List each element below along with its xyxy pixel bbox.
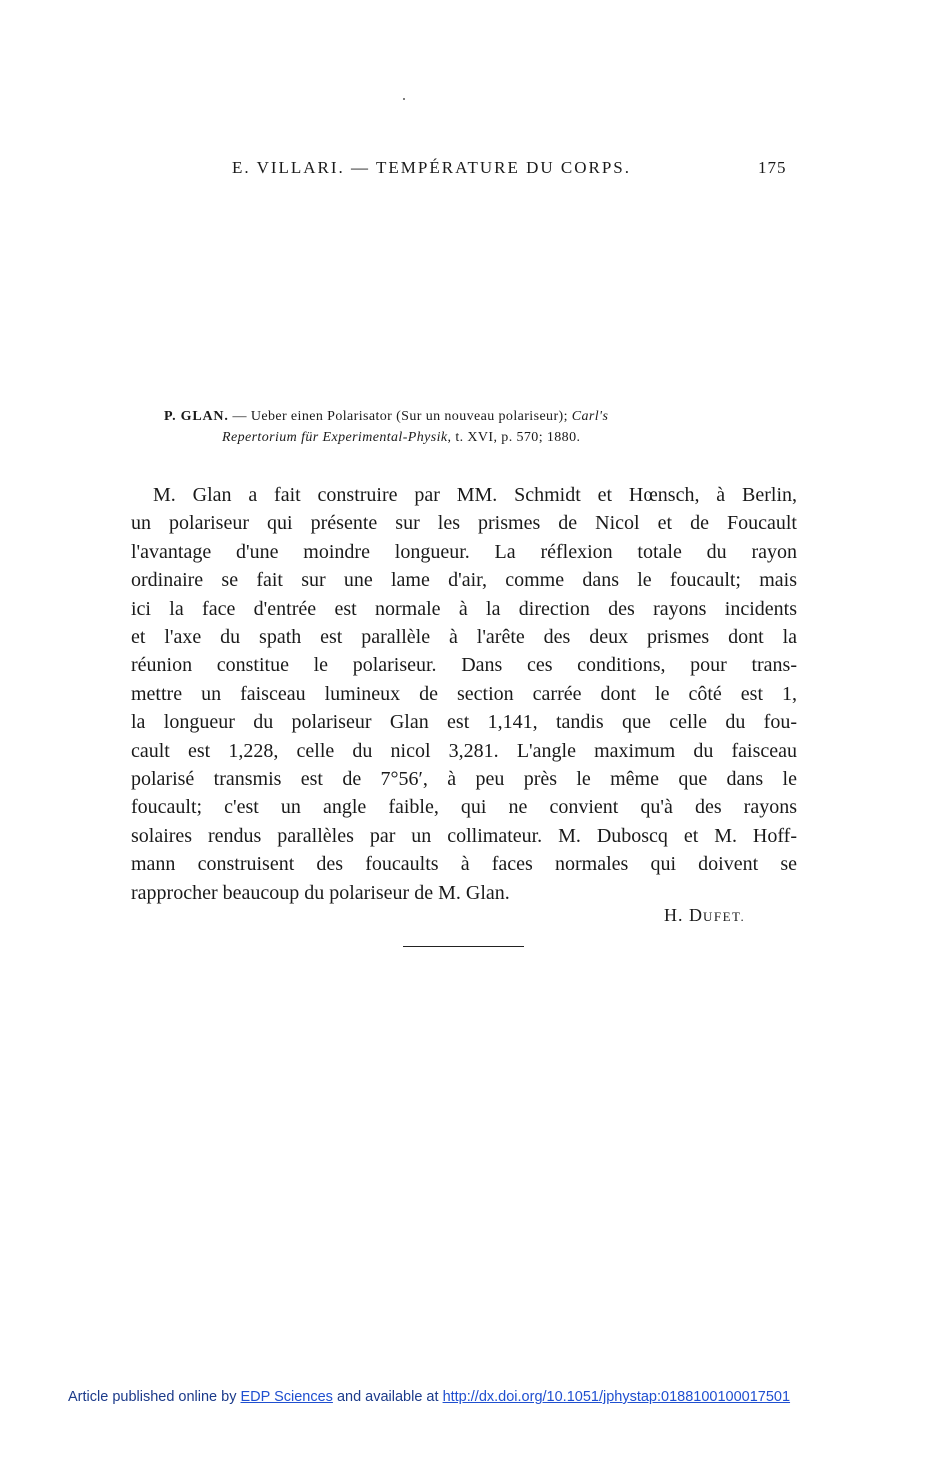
bibliographic-citation: [164, 406, 764, 448]
body-line: et l'axe du spath est parallèle à l'arête des deux prismes dont la: [131, 626, 797, 649]
body-line: un polariseur qui présente sur les prismes de Nicol et de Foucault: [131, 512, 797, 535]
citation-author: P. GLAN.: [164, 409, 229, 424]
signature-initial: H. D: [664, 905, 703, 925]
doi-link[interactable]: http://dx.doi.org/10.1051/jphystap:0188100100017501: [442, 1389, 791, 1405]
publisher-link[interactable]: EDP Sciences: [240, 1389, 333, 1405]
footer-middle: and available at: [332, 1389, 443, 1405]
publication-footer: [68, 1389, 790, 1405]
body-line: mann construisent des foucaults à faces normales qui doivent se: [131, 853, 797, 876]
running-title: E. VILLARI. — TEMPÉRATURE DU CORPS.: [232, 158, 632, 177]
body-line: la longueur du polariseur Glan est 1,141, tandis que celle du fou-: [131, 711, 797, 734]
citation-details: , t. XVI, p. 570; 1880.: [447, 430, 581, 445]
body-line: ici la face d'entrée est normale à la direction des rayons incidents: [131, 597, 797, 620]
citation-journal-part1: Carl's: [571, 409, 609, 424]
citation-journal-part2: Repertorium für Experimental-Physik: [222, 430, 448, 445]
body-line: ordinaire se fait sur une lame d'air, comme dans le foucault; mais: [131, 569, 797, 592]
signature-rest: UFET.: [703, 909, 746, 924]
body-line: polarisé transmis est de 7°56′, à peu près le même que dans le: [131, 768, 797, 791]
body-line: l'avantage d'une moindre longueur. La réflexion totale du rayon: [131, 540, 797, 563]
body-line: rapprocher beaucoup du polariseur de M. Glan.: [131, 881, 510, 904]
print-speck: [403, 98, 405, 100]
body-line: réunion constitue le polariseur. Dans ces conditions, pour trans-: [131, 654, 797, 677]
body-line: mettre un faisceau lumineux de section carrée dont le côté est 1,: [131, 682, 797, 705]
citation-title: — Ueber einen Polarisator (Sur un nouveau polariseur);: [228, 409, 572, 424]
author-signature: [664, 905, 745, 926]
page-number: 175: [758, 158, 787, 177]
body-line: foucault; c'est un angle faible, qui ne convient qu'à des rayons: [131, 796, 797, 819]
footer-prefix: Article published online by: [68, 1389, 241, 1405]
section-divider: [403, 946, 524, 947]
body-line: cault est 1,228, celle du nicol 3,281. L'angle maximum du faisceau: [131, 739, 797, 762]
citation-line-2: [164, 427, 764, 448]
article-body: [131, 481, 797, 907]
body-line: M. Glan a fait construire par MM. Schmidt et Hœnsch, à Berlin,: [153, 484, 797, 506]
body-line: solaires rendus parallèles par un collimateur. M. Duboscq et M. Hoff-: [131, 824, 797, 847]
